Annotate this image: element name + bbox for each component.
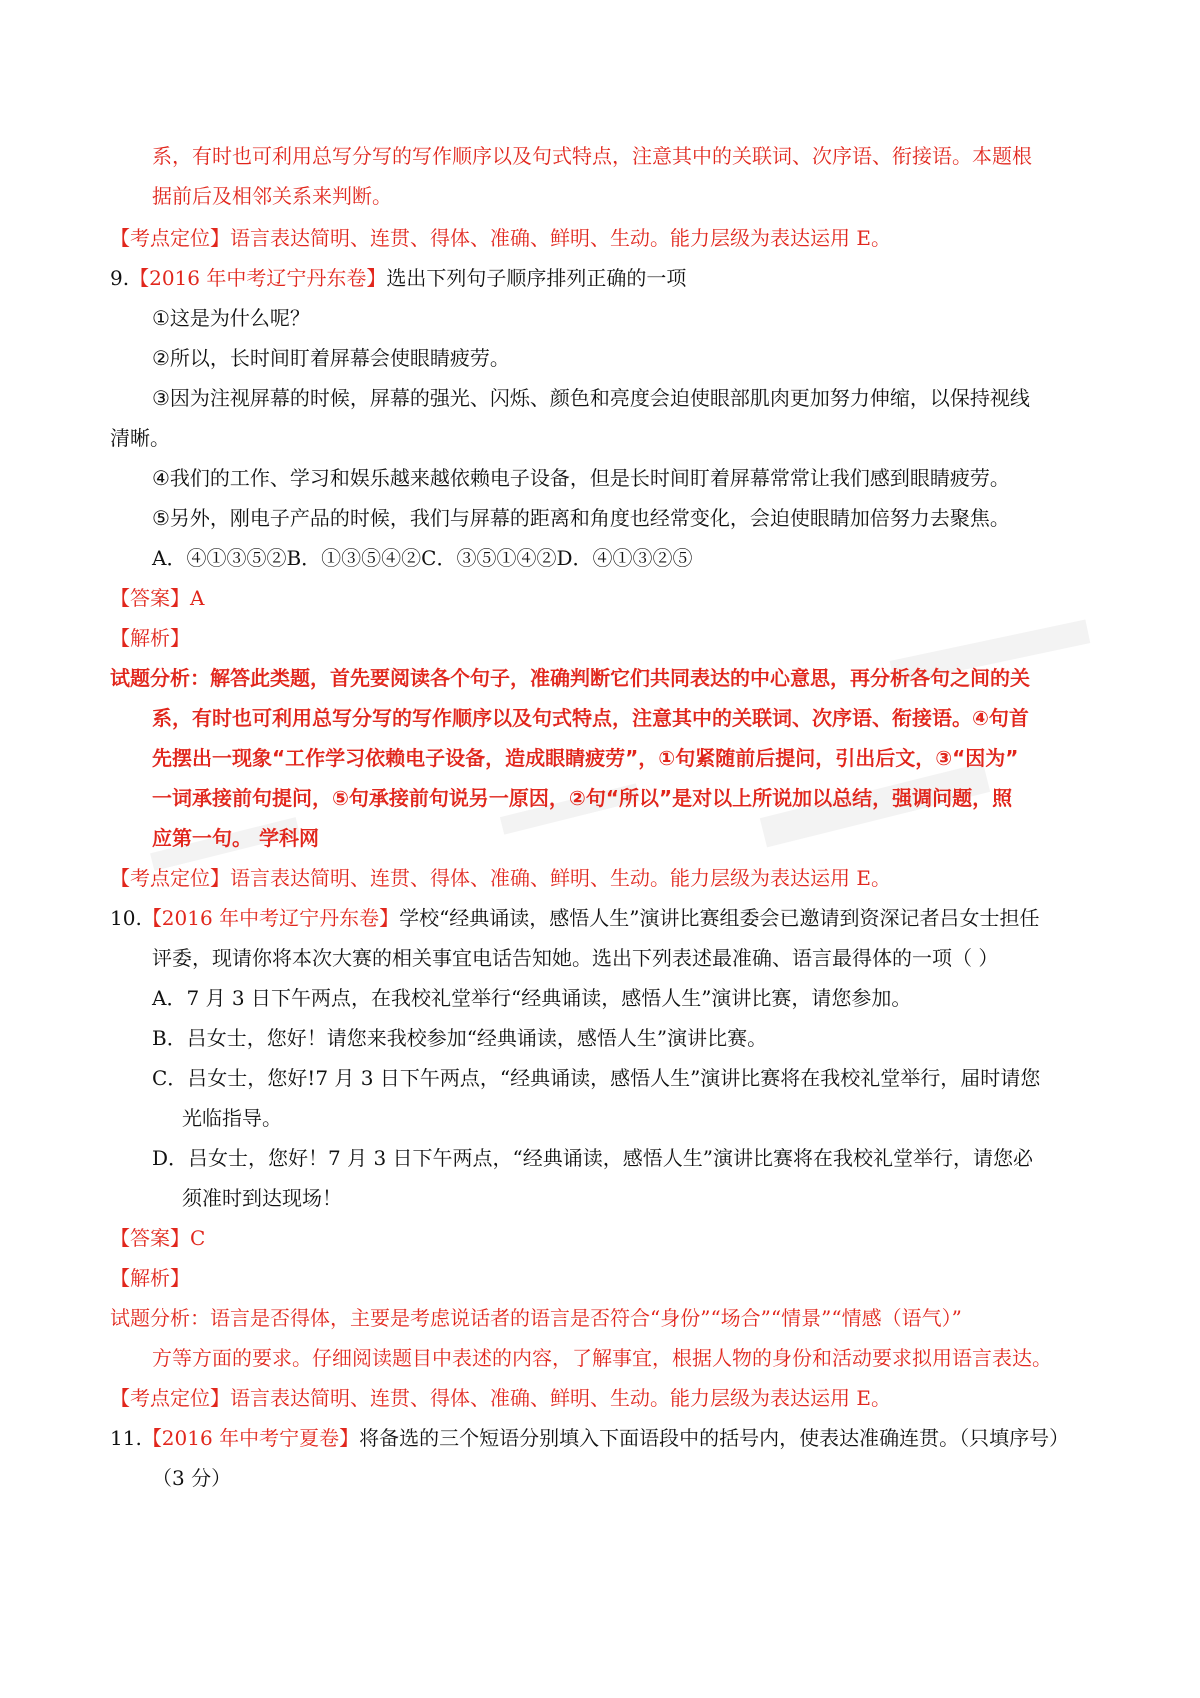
question-source: 【2016 年中考辽宁丹东卷】 — [141, 906, 400, 930]
sentence-2: ②所以，长时间盯着屏幕会使眼睛疲劳。 — [152, 346, 510, 370]
option-a: A．7 月 3 日下午两点，在我校礼堂举行“经典诵读，感悟人生”演讲比赛，请您参加。 — [152, 986, 912, 1010]
analysis-line: 方等方面的要求。仔细阅读题目中表述的内容，了解事宜，根据人物的身份和活动要求拟用语言表达。 — [152, 1346, 1052, 1370]
kaodian-tag: 【考点定位】 — [110, 866, 230, 890]
sentence-3: ③因为注视屏幕的时候，屏幕的强光、闪烁、颜色和亮度会迫使眼部肌肉更加努力伸缩，以保持视线 — [152, 386, 1030, 410]
option-c-cont: 光临指导。 — [182, 1106, 282, 1130]
analysis-line: 系，有时也可利用总写分写的写作顺序以及句式特点，注意其中的关联词、次序语、衔接语。④句首 — [152, 706, 1029, 730]
answer-value: A — [190, 586, 205, 610]
answer-tag: 【答案】 — [110, 1226, 190, 1250]
jiexi-tag: 【解析】 — [110, 626, 190, 650]
answer-row — [110, 1218, 205, 1258]
answer-value: C — [190, 1226, 206, 1250]
answer-tag: 【答案】 — [110, 586, 190, 610]
question-source: 【2016 年中考宁夏卷】 — [141, 1426, 360, 1450]
answer-row — [110, 578, 204, 618]
question-number: 10. — [110, 906, 142, 930]
kaodian-row — [110, 858, 891, 898]
question-source: 【2016 年中考辽宁丹东卷】 — [129, 266, 387, 290]
kaodian-tag: 【考点定位】 — [110, 226, 230, 250]
sentence-4: ④我们的工作、学习和娱乐越来越依赖电子设备，但是长时间盯着屏幕常常让我们感到眼睛疲劳。 — [152, 466, 1010, 490]
kaodian-tag: 【考点定位】 — [110, 1386, 230, 1410]
question-11-stem — [110, 1418, 1069, 1458]
jiexi-tag: 【解析】 — [110, 1266, 190, 1290]
sentence-3-cont: 清晰。 — [110, 426, 170, 450]
question-11-points: （3 分） — [152, 1466, 232, 1490]
question-text: 将备选的三个短语分别填入下面语段中的括号内，使表达准确连贯。（只填序号） — [359, 1426, 1070, 1450]
question-9-options: A．④①③⑤②B．①③⑤④②C．③⑤①④②D．④①③②⑤ — [152, 546, 693, 570]
sentence-1: ①这是为什么呢？ — [152, 306, 310, 330]
kaodian-row — [110, 218, 891, 258]
analysis-line: 系，有时也可利用总写分写的写作顺序以及句式特点，注意其中的关联词、次序语、衔接语。本题根 — [152, 144, 1032, 168]
question-text: 选出下列句子顺序排列正确的一项 — [386, 266, 687, 290]
analysis-line: 先摆出一现象“工作学习依赖电子设备，造成眼睛疲劳”，①句紧随前后提问，引出后文，③“因为” — [152, 746, 1019, 770]
option-d-cont: 须准时到达现场！ — [182, 1186, 342, 1210]
question-9-stem — [110, 258, 686, 298]
analysis-line: 据前后及相邻关系来判断。 — [152, 184, 392, 208]
analysis-line: 试题分析：解答此类题，首先要阅读各个句子，准确判断它们共同表达的中心意思，再分析各句之间的关 — [110, 666, 1030, 690]
question-number: 11. — [110, 1426, 142, 1450]
question-10-stem — [110, 898, 1040, 938]
question-number: 9. — [110, 266, 130, 290]
analysis-line: 试题分析：语言是否得体，主要是考虑说话者的语言是否符合“身份”“场合”“情景”“情感（语气）” — [110, 1306, 962, 1330]
kaodian-text: 语言表达简明、连贯、得体、准确、鲜明、生动。能力层级为表达运用 E。 — [230, 226, 891, 250]
analysis-line: 应第一句。 学科网 — [152, 826, 319, 850]
question-text: 学校“经典诵读，感悟人生”演讲比赛组委会已邀请到资深记者吕女士担任 — [399, 906, 1040, 930]
analysis-line: 一词承接前句提问，⑤句承接前句说另一原因，②句“所以”是对以上所说加以总结，强调问题，照 — [152, 786, 1013, 810]
option-c: C．吕女士，您好!7 月 3 日下午两点，“经典诵读，感悟人生”演讲比赛将在我校礼堂举行，届时请您 — [152, 1066, 1041, 1090]
option-d: D．吕女士，您好！7 月 3 日下午两点，“经典诵读，感悟人生”演讲比赛将在我校礼堂举行，请您必 — [152, 1146, 1034, 1170]
kaodian-text: 语言表达简明、连贯、得体、准确、鲜明、生动。能力层级为表达运用 E。 — [230, 1386, 891, 1410]
kaodian-text: 语言表达简明、连贯、得体、准确、鲜明、生动。能力层级为表达运用 E。 — [230, 866, 891, 890]
kaodian-row — [110, 1378, 891, 1418]
question-10-stem-cont: 评委，现请你将本次大赛的相关事宜电话告知她。选出下列表述最准确、语言最得体的一项（ ） — [152, 946, 999, 970]
option-b: B．吕女士，您好！请您来我校参加“经典诵读，感悟人生”演讲比赛。 — [152, 1026, 768, 1050]
sentence-5: ⑤另外，刚电子产品的时候，我们与屏幕的距离和角度也经常变化，会迫使眼睛加倍努力去聚焦。 — [152, 506, 1010, 530]
